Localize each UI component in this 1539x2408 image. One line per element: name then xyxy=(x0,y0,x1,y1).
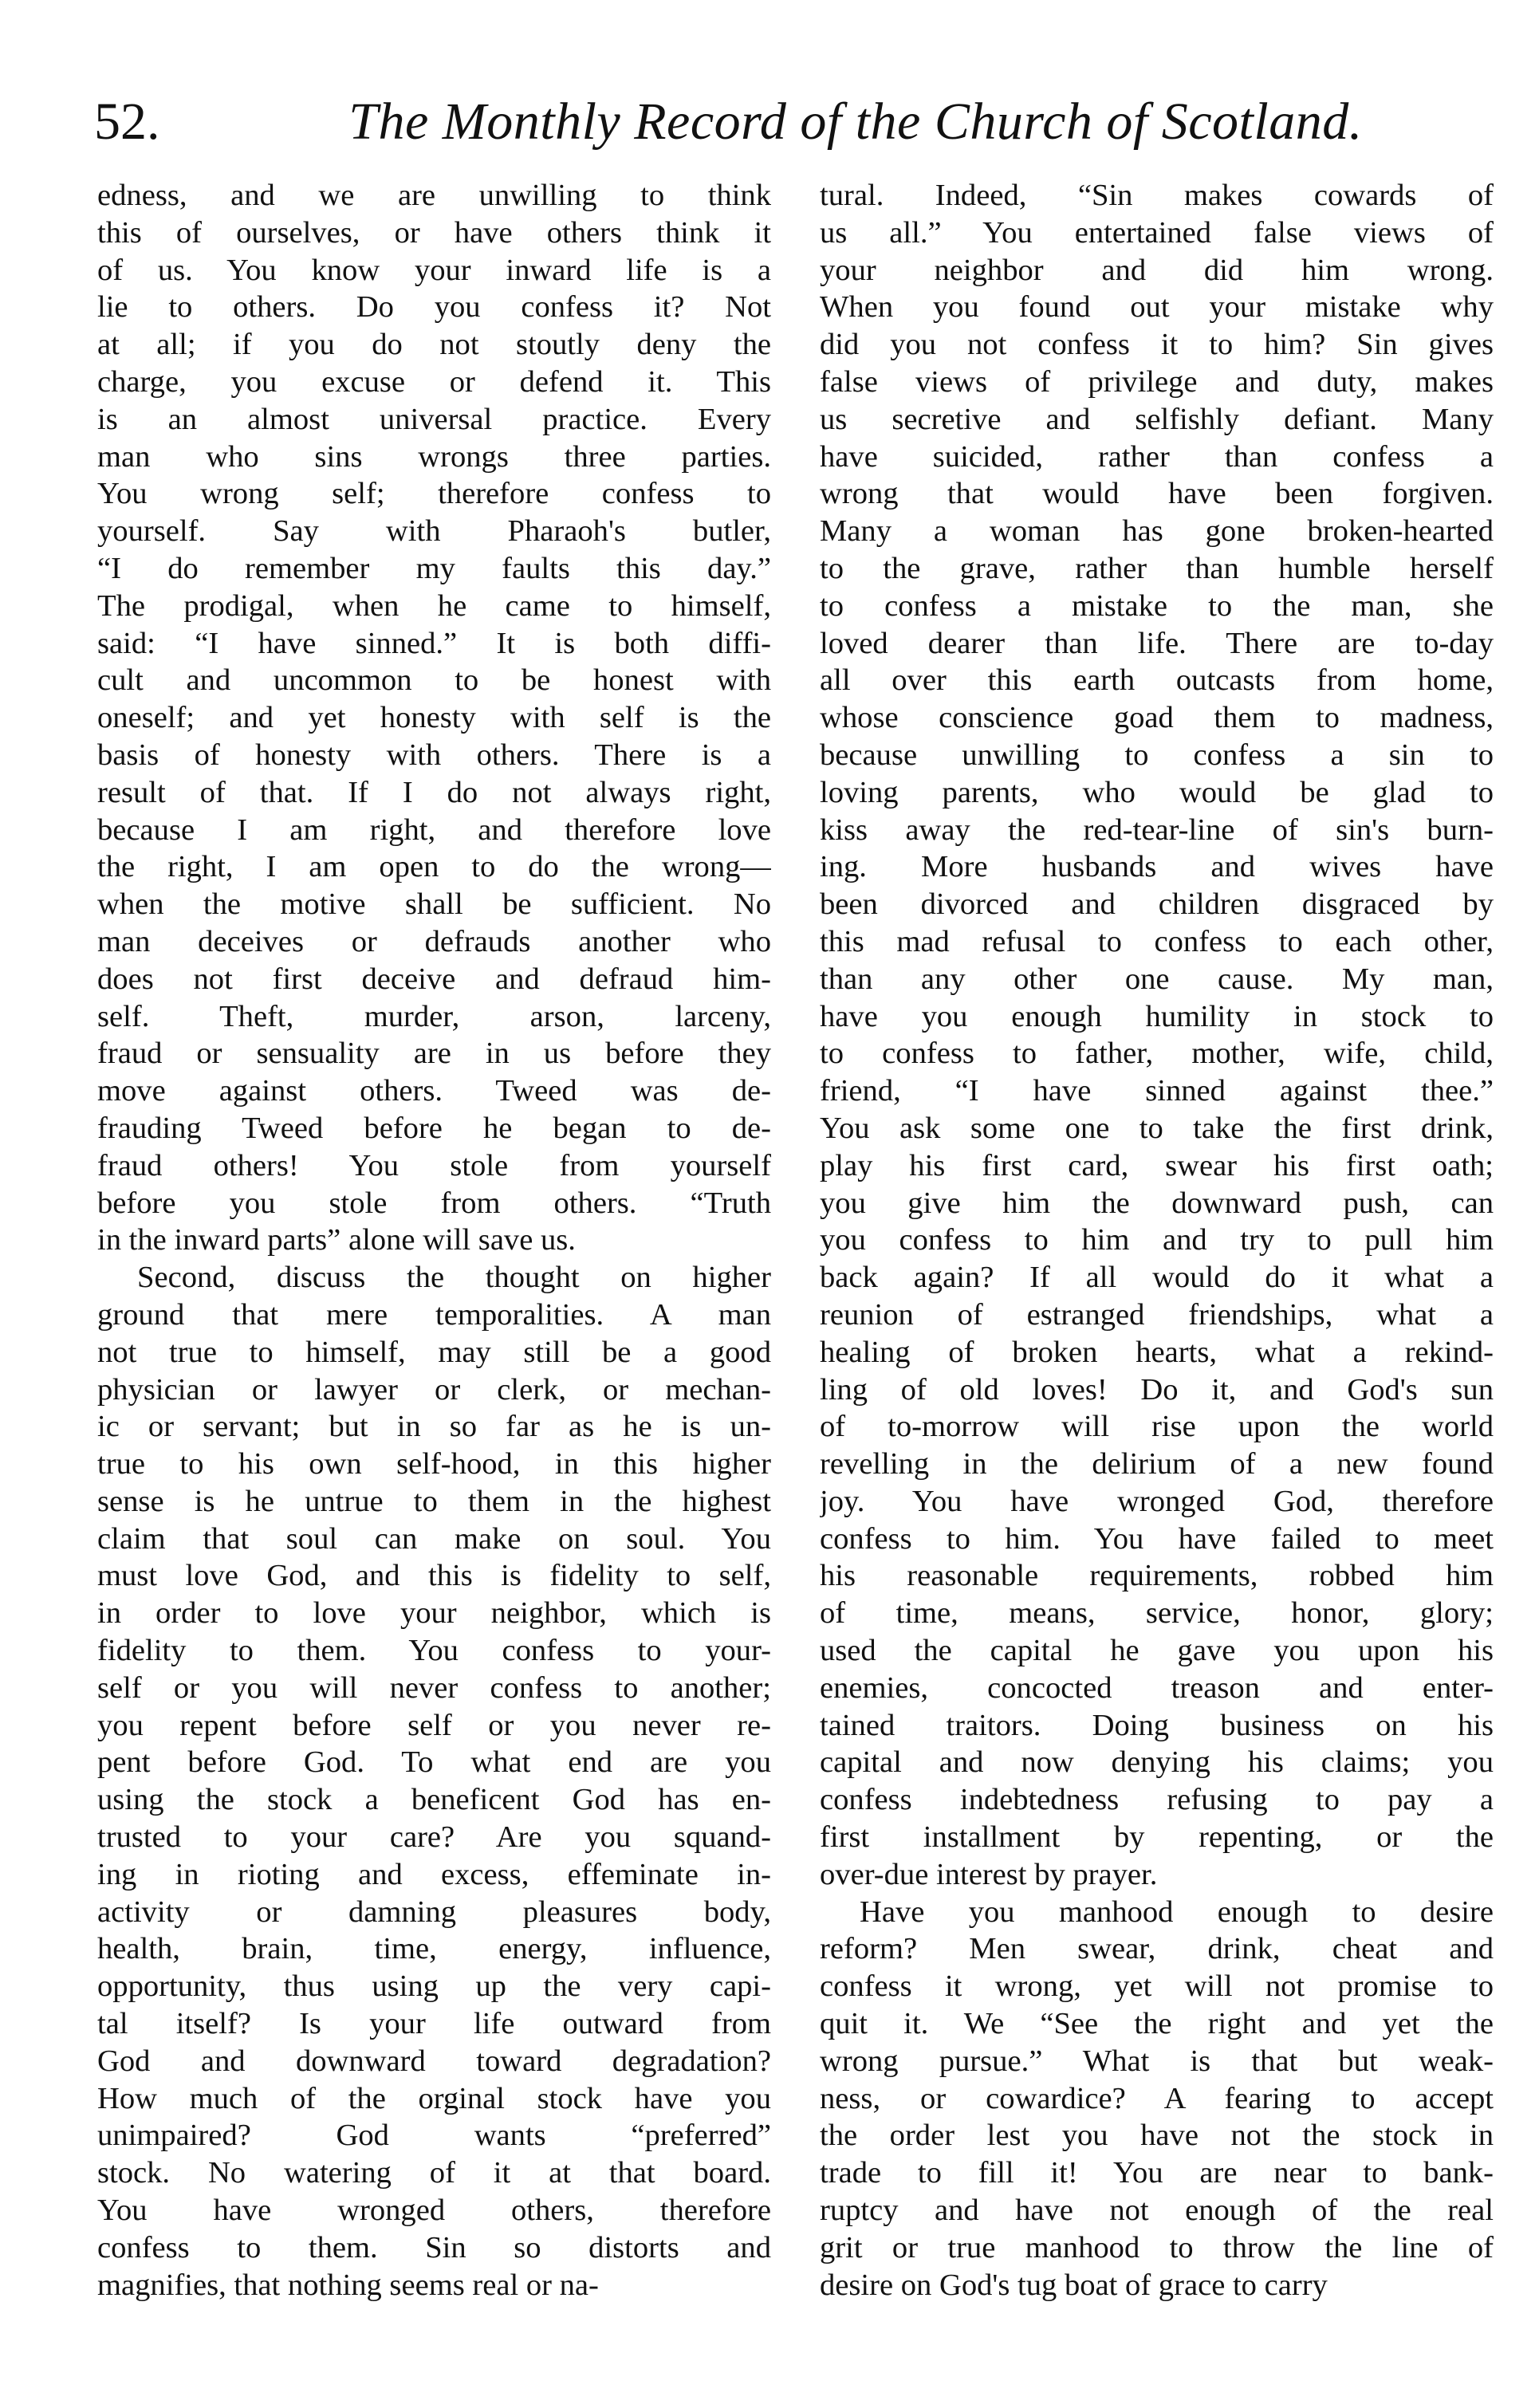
page-number: 52. xyxy=(94,92,160,151)
text-line: us all.” You entertained false views of xyxy=(820,215,1494,250)
text-line: You ask some one to take the first drink, xyxy=(820,1111,1494,1145)
text-line: oneself; and yet honesty with self is the xyxy=(97,701,771,735)
text-line: The prodigal, when he came to himself, xyxy=(97,588,771,623)
text-line: ic or servant; but in so far as he is un- xyxy=(97,1410,771,1444)
text-line: charge, you excuse or defend it. This xyxy=(97,364,771,399)
text-line: Many a woman has gone broken-hearted xyxy=(820,514,1494,549)
paragraph xyxy=(820,1894,1494,2304)
text-line: to confess a mistake to the man, she xyxy=(820,588,1494,623)
text-line: the order lest you have not the stock in xyxy=(820,2119,1494,2153)
text-line: using the stock a beneficent God has en- xyxy=(97,1783,771,1817)
text-line: been divorced and children disgraced by xyxy=(820,887,1494,922)
text-line: activity or damning pleasures body, xyxy=(97,1895,771,1929)
text-line: capital and now denying his claims; you xyxy=(820,1745,1494,1780)
running-head xyxy=(94,86,1506,158)
text-line: move against others. Tweed was de- xyxy=(97,1074,771,1108)
text-line: confess indebtedness refusing to pay a xyxy=(820,1783,1494,1817)
text-line: loved dearer than life. There are to-day xyxy=(820,626,1494,660)
text-line: of us. You know your inward life is a xyxy=(97,253,771,287)
text-line: back again? If all would do it what a xyxy=(820,1261,1494,1295)
text-line: trade to fill it! You are near to bank- xyxy=(820,2156,1494,2190)
text-line: trusted to your care? Are you squand- xyxy=(97,1820,771,1855)
text-line: your neighbor and did him wrong. xyxy=(820,253,1494,287)
text-line: friend, “I have sinned against thee.” xyxy=(820,1074,1494,1108)
left-column xyxy=(97,177,771,2394)
text-line: false views of privilege and duty, makes xyxy=(820,364,1494,399)
text-line: healing of broken hearts, what a rekind- xyxy=(820,1335,1494,1369)
text-line: of time, means, service, honor, glory; xyxy=(820,1596,1494,1631)
text-line: joy. You have wronged God, therefore xyxy=(820,1484,1494,1518)
text-line: unimpaired? God wants “preferred” xyxy=(97,2119,771,2153)
text-line: first installment by repenting, or the xyxy=(820,1820,1494,1855)
text-line: ing in rioting and excess, effeminate in- xyxy=(97,1857,771,1891)
text-line: the right, I am open to do the wrong— xyxy=(97,850,771,884)
text-line: edness, and we are unwilling to think xyxy=(97,179,771,212)
text-line: in order to love your neighbor, which is xyxy=(97,1596,771,1631)
text-line: said: “I have sinned.” It is both diffi- xyxy=(97,626,771,660)
text-line: used the capital he gave you upon his xyxy=(820,1634,1494,1668)
text-line: play his first card, swear his first oath; xyxy=(820,1148,1494,1182)
text-line: enemies, concocted treason and enter- xyxy=(820,1670,1494,1705)
text-line: yourself. Say with Pharaoh's butler, xyxy=(97,514,771,549)
text-line: quit it. We “See the right and yet the xyxy=(820,2007,1494,2041)
text-line: all over this earth outcasts from home, xyxy=(820,663,1494,698)
text-line: fraud others! You stole from yourself xyxy=(97,1148,771,1182)
right-column xyxy=(820,177,1494,2394)
text-line: lie to others. Do you confess it? Not xyxy=(97,290,771,325)
text-line: basis of honesty with others. There is a xyxy=(97,738,771,772)
text-line: Second, discuss the thought on higher xyxy=(137,1261,771,1295)
text-line: physician or lawyer or clerk, or mechan- xyxy=(97,1372,771,1407)
text-line: How much of the orginal stock have you xyxy=(97,2081,771,2115)
text-line: does not first deceive and defraud him- xyxy=(97,962,771,996)
text-line: wrong that would have been forgiven. xyxy=(820,477,1494,511)
text-line: You wrong self; therefore confess to xyxy=(97,477,771,511)
text-line: his reasonable requirements, robbed him xyxy=(820,1559,1494,1593)
text-line: “I do remember my faults this day.” xyxy=(97,551,771,585)
text-line: opportunity, thus using up the very capi- xyxy=(97,1969,771,2004)
text-line: you confess to him and try to pull him xyxy=(820,1223,1494,1257)
text-line: frauding Tweed before he began to de- xyxy=(97,1111,771,1145)
text-line: did you not confess it to him? Sin gives xyxy=(820,328,1494,362)
text-line: reform? Men swear, drink, cheat and xyxy=(820,1932,1494,1966)
text-line: than any other one cause. My man, xyxy=(820,962,1494,996)
text-line: to the grave, rather than humble herself xyxy=(820,551,1494,585)
text-line: man who sins wrongs three parties. xyxy=(97,439,771,474)
text-line: self. Theft, murder, arson, larceny, xyxy=(97,999,771,1033)
text-line: because unwilling to confess a sin to xyxy=(820,738,1494,772)
text-line: stock. No watering of it at that board. xyxy=(97,2156,771,2190)
text-line: because I am right, and therefore love xyxy=(97,813,771,847)
text-line: when the motive shall be sufficient. No xyxy=(97,887,771,922)
text-line: is an almost universal practice. Every xyxy=(97,402,771,436)
text-line: must love God, and this is fidelity to self, xyxy=(97,1559,771,1593)
text-line: you give him the downward push, can xyxy=(820,1186,1494,1220)
text-line: tural. Indeed, “Sin makes cowards of xyxy=(820,179,1494,212)
text-line: cult and uncommon to be honest with xyxy=(97,663,771,698)
text-line: confess it wrong, yet will not promise to xyxy=(820,1969,1494,2004)
text-line: loving parents, who would be glad to xyxy=(820,775,1494,809)
text-line: over-due interest by prayer. xyxy=(820,1857,1158,1891)
text-line: wrong pursue.” What is that but weak- xyxy=(820,2044,1494,2078)
text-line: ing. More husbands and wives have xyxy=(820,850,1494,884)
text-line: result of that. If I do not always right, xyxy=(97,775,771,809)
text-line: in the inward parts” alone will save us. xyxy=(97,1223,576,1257)
text-line: You have wronged others, therefore xyxy=(97,2194,771,2228)
text-line: grit or true manhood to throw the line of xyxy=(820,2230,1494,2264)
text-line: have you enough humility in stock to xyxy=(820,999,1494,1033)
text-line: God and downward toward degradation? xyxy=(97,2044,771,2078)
text-line: sense is he untrue to them in the highest xyxy=(97,1484,771,1518)
text-line: self or you will never confess to another; xyxy=(97,1670,771,1705)
paragraph xyxy=(97,1259,771,2304)
text-line: before you stole from others. “Truth xyxy=(97,1186,771,1220)
text-line: fidelity to them. You confess to your- xyxy=(97,1634,771,1668)
text-line: of to-morrow will rise upon the world xyxy=(820,1410,1494,1444)
text-line: kiss away the red-tear-line of sin's burn- xyxy=(820,813,1494,847)
text-line: revelling in the delirium of a new found xyxy=(820,1447,1494,1481)
paragraph xyxy=(97,177,771,1259)
text-line: claim that soul can make on soul. You xyxy=(97,1521,771,1556)
text-line: ground that mere temporalities. A man xyxy=(97,1297,771,1332)
text-line: tained traitors. Doing business on his xyxy=(820,1708,1494,1742)
text-line: confess to him. You have failed to meet xyxy=(820,1521,1494,1556)
text-line: pent before God. To what end are you xyxy=(97,1745,771,1780)
text-line: confess to them. Sin so distorts and xyxy=(97,2230,771,2264)
text-line: us secretive and selfishly defiant. Many xyxy=(820,402,1494,436)
text-line: When you found out your mistake why xyxy=(820,290,1494,325)
text-line: desire on God's tug boat of grace to carry xyxy=(820,2268,1328,2302)
text-line: you repent before self or you never re- xyxy=(97,1708,771,1742)
text-line: whose conscience goad them to madness, xyxy=(820,701,1494,735)
text-line: true to his own self-hood, in this higher xyxy=(97,1447,771,1481)
text-line: have suicided, rather than confess a xyxy=(820,439,1494,474)
text-line: magnifies, that nothing seems real or na- xyxy=(97,2268,599,2302)
text-line: Have you manhood enough to desire xyxy=(860,1895,1494,1929)
text-line: reunion of estranged friendships, what a xyxy=(820,1297,1494,1332)
paragraph xyxy=(820,177,1494,1894)
text-line: ling of old loves! Do it, and God's sun xyxy=(820,1372,1494,1407)
text-line: to confess to father, mother, wife, child, xyxy=(820,1037,1494,1071)
journal-title: The Monthly Record of the Church of Scotland. xyxy=(348,92,1363,151)
text-line: this of ourselves, or have others think it xyxy=(97,215,771,250)
text-line: man deceives or defrauds another who xyxy=(97,924,771,958)
text-line: tal itself? Is your life outward from xyxy=(97,2007,771,2041)
text-line: not true to himself, may still be a good xyxy=(97,1335,771,1369)
text-line: this mad refusal to confess to each other, xyxy=(820,924,1494,958)
text-line: ness, or cowardice? A fearing to accept xyxy=(820,2081,1494,2115)
text-line: fraud or sensuality are in us before they xyxy=(97,1037,771,1071)
text-line: health, brain, time, energy, influence, xyxy=(97,1932,771,1966)
text-line: ruptcy and have not enough of the real xyxy=(820,2194,1494,2228)
text-line: at all; if you do not stoutly deny the xyxy=(97,328,771,362)
